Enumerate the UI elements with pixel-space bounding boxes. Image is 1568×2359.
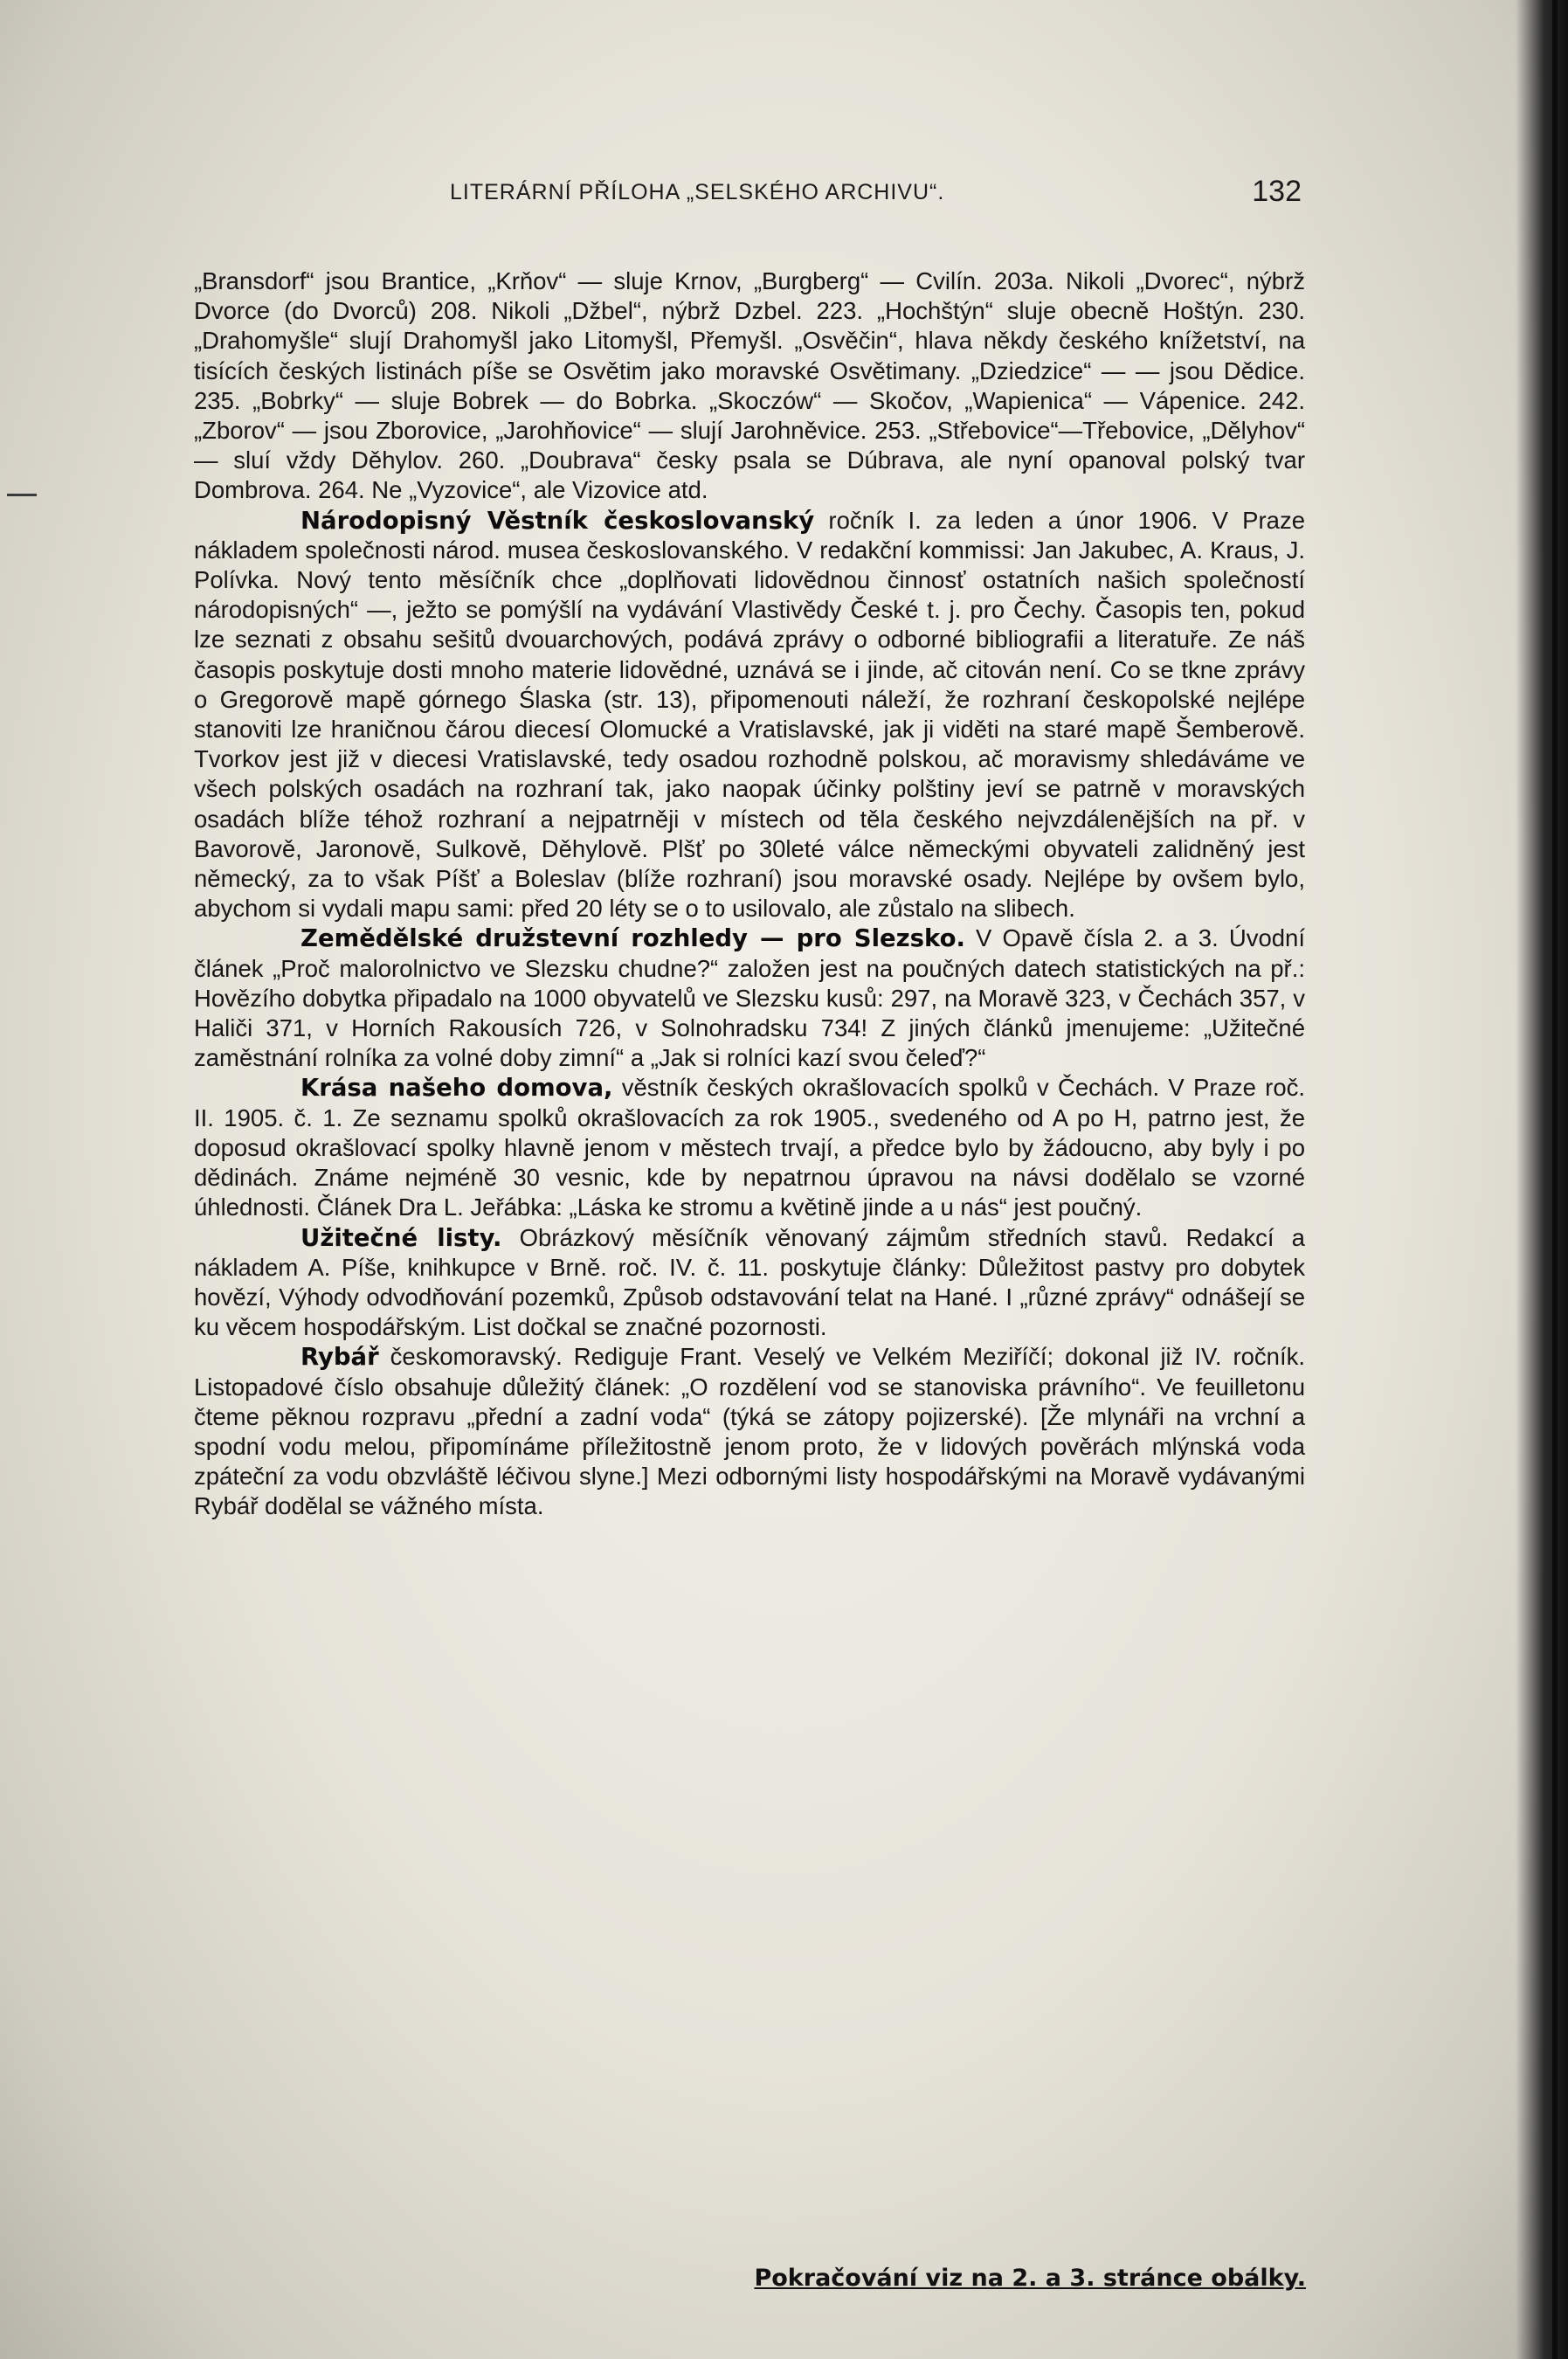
- review-narodopisny-vestnik: [194, 506, 1305, 924]
- review-text: V Opavě čísla 2. a 3. Úvodní článek „Proč malorolnictvo ve Slezsku chudne?“ založen jest na poučných datech statistických na př.: Hovězího dobytka připadalo na 1000 obyvatelů ve Slezsku kusů: 297, na Moravě 323, v Čechách 357, v Haliči 371, v Horních Rakousích 726, v Solnohradsku 734! Z jiných článků jmenujeme: „Užitečné zaměstnání rolníka za volné doby zimní“ a „Jak si rolníci kazí svou čeleď?“: [194, 924, 1305, 1072]
- continuation-note: Pokračování viz na 2. a 3. stránce obálky.: [754, 2265, 1306, 2292]
- running-title: LITERÁRNÍ PŘÍLOHA „SELSKÉHO ARCHIVU“.: [450, 180, 945, 204]
- review-uzitecne-listy: [194, 1223, 1305, 1343]
- review-text: věstník českých okrašlovacích spolků v Čechách. V Praze roč. II. 1905. č. 1. Ze seznamu spolků okrašlovacích za rok 1905., svedeného od A po H, patrno jest, že doposud okrašlovací spolky hlavně jenom v městech trvají, a předce bylo by žádoucno, aby byly i po dědinách. Známe nejméně 30 vesnic, kde by nepatrnou úpravou na návsi dodělalo se vzorné úhlednosti. Článek Dra L. Jeřábka: „Láska ke stromu a květině jinde a u nás“ jest poučný.: [194, 1074, 1306, 1221]
- review-text: českomoravský. Rediguje Frant. Veselý ve Velkém Meziříčí; dokonal již IV. ročník. Listopadové číslo obsahuje důležitý článek: „O rozdělení vod se stanoviska právního“. Ve feuilletonu čteme pěknou rozpravu „přední a zadní voda“ (týká se zátopy pojizerské). [Že mlynáři na vrchní a spodní vodu melou, připomínáme příležitostně jenom proto, že v lidových pověrách mlýnská voda zpáteční za vodu obzvláště léčivou slyne.] Mezi odbornými listy hospodářskými na Moravě vydávanými Rybář dodělal se vážného místa.: [194, 1343, 1305, 1520]
- review-heading: Užitečné listy.: [300, 1223, 502, 1252]
- review-heading: Národopisný Věstník českoslovanský: [300, 506, 815, 535]
- page-edge-shadow: [1516, 0, 1568, 2359]
- margin-mark: [7, 494, 37, 496]
- review-heading: Zemědělské družstevní rozhledy — pro Slezsko.: [300, 924, 965, 953]
- binding-line: [1552, 0, 1558, 2359]
- intro-paragraph: „Bransdorf“ jsou Brantice, „Krňov“ — sluje Krnov, „Burgberg“ — Cvilín. 203a. Nikoli „Dvorec“, nýbrž Dvorce (do Dvorců) 208. Nikoli „Džbel“, nýbrž Dzbel. 223. „Hochštýn“ sluje obecně Hoštýn. 230. „Drahomyšle“ slují Drahomyšl jako Litomyšl, Přemyšl. „Osvěčin“, hlava někdy českého knížetství, na tisících českých listinách píše se Osvětim jako moravské Osvětimany. „Dziedzice“ — — jsou Dědice. 235. „Bobrky“ — sluje Bobrek — do Bobrka. „Skoczów“ — Skočov, „Wapienica“ — Vápenice. 242. „Zborov“ — jsou Zborovice, „Jarohňovice“ — slují Jarohněvice. 253. „Střebovice“—Třebovice, „Dělyhov“ — sluí vždy Děhylov. 260. „Doubrava“ česky psala se Dúbrava, ale nyní opanoval polský tvar Dombrova. 264. Ne „Vyzovice“, ale Vizovice atd.: [194, 267, 1305, 504]
- review-krasa-domova: [194, 1073, 1305, 1222]
- article-body: [194, 266, 1305, 1522]
- review-text: Obrázkový měsíčník věnovaný zájmům středních stavů. Redakcí a nákladem A. Píše, knihkupce v Brně. roč. IV. č. 11. poskytuje články: Důležitost pastvy pro dobytek hovězí, Výhody odvodňování pozemků, Způsob odstavování telat na Hané. I „různé zprávy“ odnášejí se ku věcem hospodářským. List dočkal se značné pozornosti.: [194, 1223, 1305, 1341]
- review-heading: Krása našeho domova,: [300, 1074, 613, 1103]
- review-heading: Rybář: [300, 1343, 379, 1372]
- page-number: 132: [1252, 175, 1302, 208]
- review-zemedelske-rozhledy: [194, 924, 1305, 1073]
- review-rybar: [194, 1342, 1305, 1521]
- review-text: ročník I. za leden a únor 1906. V Praze nákladem společnosti národ. musea českoslovanského. V redakční kommissi: Jan Jakubec, A. Kraus, J. Polívka. Nový tento měsíčník chce „doplňovati lidovědnou činnosť ostatních našich společností národopisných“ —, ježto se pomýšlí na vydávání Vlastivědy České t. j. pro Čechy. Časopis ten, pokud lze seznati z obsahu sešitů dvouarchových, podává zprávy o odborné bibliografii a literatuře. Ze náš časopis poskytuje dosti mnoho materie lidovědné, uznává se i jinde, ač citován není. Co se tkne zprávy o Gregorově mapě górnego Ślaska (str. 13), připomenouti náleží, že rozhraní českopolské nejlépe stanoviti lze hraničnou čárou diecesí Olomucké a Vratislavské, jak ji viděti na staré mapě Šemberově. Tvorkov jest již v diecesi Vratislavské, tedy osadou rozhodně polskou, ač moravismy shledáváme ve všech polských osadách na rozhraní tak, jako naopak účinky polštiny jeví se patrně v moravských osadách blíže téhož rozhraní a nejpatrněji v místech od těla českého nejvzdálenějších na př. v Bavorově, Jaronově, Sulkově, Děhylově. Plšť po 30leté válce německými obyvateli zalidněný jest německý, za to však Píšť a Boleslav (blíže rozhraní) jsou moravské osady. Nejlépe by ovšem bylo, abychom si vydali mapu sami: před 20 léty se o to usilovalo, ale zůstalo na slibech.: [194, 506, 1305, 923]
- page-header: [450, 175, 1302, 227]
